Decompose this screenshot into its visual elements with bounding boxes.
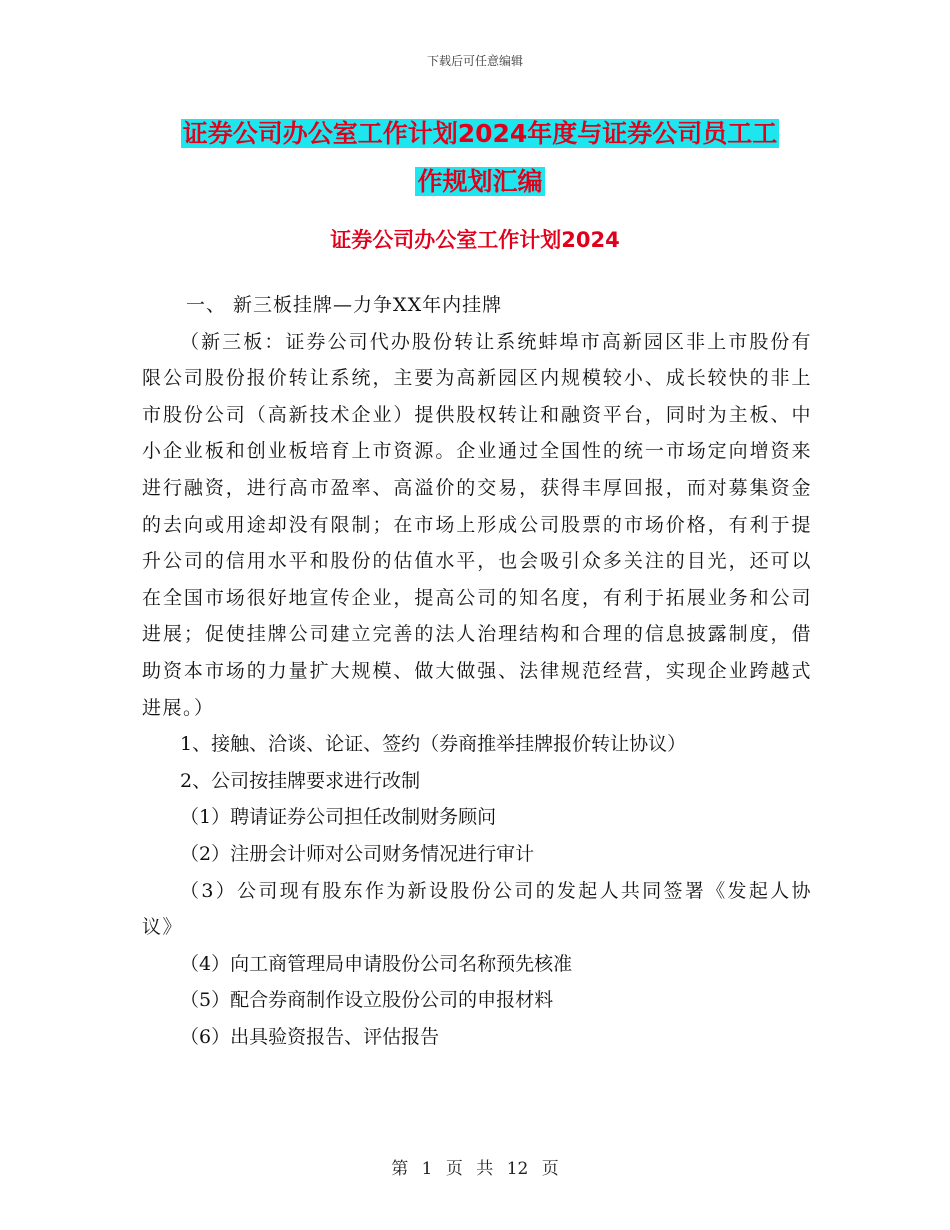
page-header-note: 下载后可任意编辑 [426, 54, 523, 68]
document-body [142, 287, 812, 1055]
total-word: 共 [476, 1159, 494, 1179]
sub-item-1: （1）聘请证券公司担任改制财务顾问 [180, 806, 497, 829]
section-title: 证券公司办公室工作计划2024 [330, 228, 620, 252]
list-item-1: 1、接触、洽谈、论证、签约（券商推举挂牌报价转让协议） [180, 733, 687, 756]
document-title-line1: 证券公司办公室工作计划2024年度与证券公司员工工 [182, 119, 778, 148]
sub-item-5: （5）配合券商制作设立股份公司的申报材料 [180, 989, 554, 1012]
page-word: 第 [391, 1159, 409, 1179]
sub-item-6: （6）出具验资报告、评估报告 [180, 1025, 440, 1048]
page-footer [0, 1154, 950, 1179]
page-total: 12 [506, 1159, 529, 1179]
sub-item-2: （2）注册会计师对公司财务情况进行审计 [180, 842, 535, 865]
sub-item-3: （3）公司现有股东作为新设股份公司的发起人共同签署《发起人协议》 [142, 879, 812, 939]
page-current: 1 [421, 1159, 433, 1179]
intro-paragraph: （新三板：证券公司代办股份转让系统蚌埠市高新园区非上市股份有限公司股份报价转让系统，主要为高新园区内规模较小、成长较快的非上市股份公司（高新技术企业）提供股权转让和融资平台，同时为主板、中小企业板和创业板培育上市资源。企业通过全国性的统一市场定向增资来进行融资，进行高市盈率、高溢价的交易，获得丰厚回报，而对募集资金的去向或用途却没有限制；在市场上形成公司股票的市场价格，有利于提升公司的信用水平和股份的估值水平，也会吸引众多关注的目光，还可以在全国市场很好地宣传企业，提高公司的知名度，有利于拓展业务和公司进展；促使挂牌公司建立完善的法人治理结构和合理的信息披露制度，借助资本市场的力量扩大规模、做大做强、法律规范经营，实现企业跨越式进展。） [142, 330, 812, 719]
total-unit: 页 [541, 1159, 559, 1179]
heading-new-third-board: 一、 新三板挂牌—力争XX年内挂牌 [186, 294, 503, 316]
document-title-line2: 作规划汇编 [417, 167, 543, 196]
sub-item-4: （4）向工商管理局申请股份公司名称预先核准 [180, 952, 573, 975]
document-title [140, 110, 820, 206]
list-item-2: 2、公司按挂牌要求进行改制 [180, 769, 421, 792]
page-unit: 页 [445, 1159, 463, 1179]
